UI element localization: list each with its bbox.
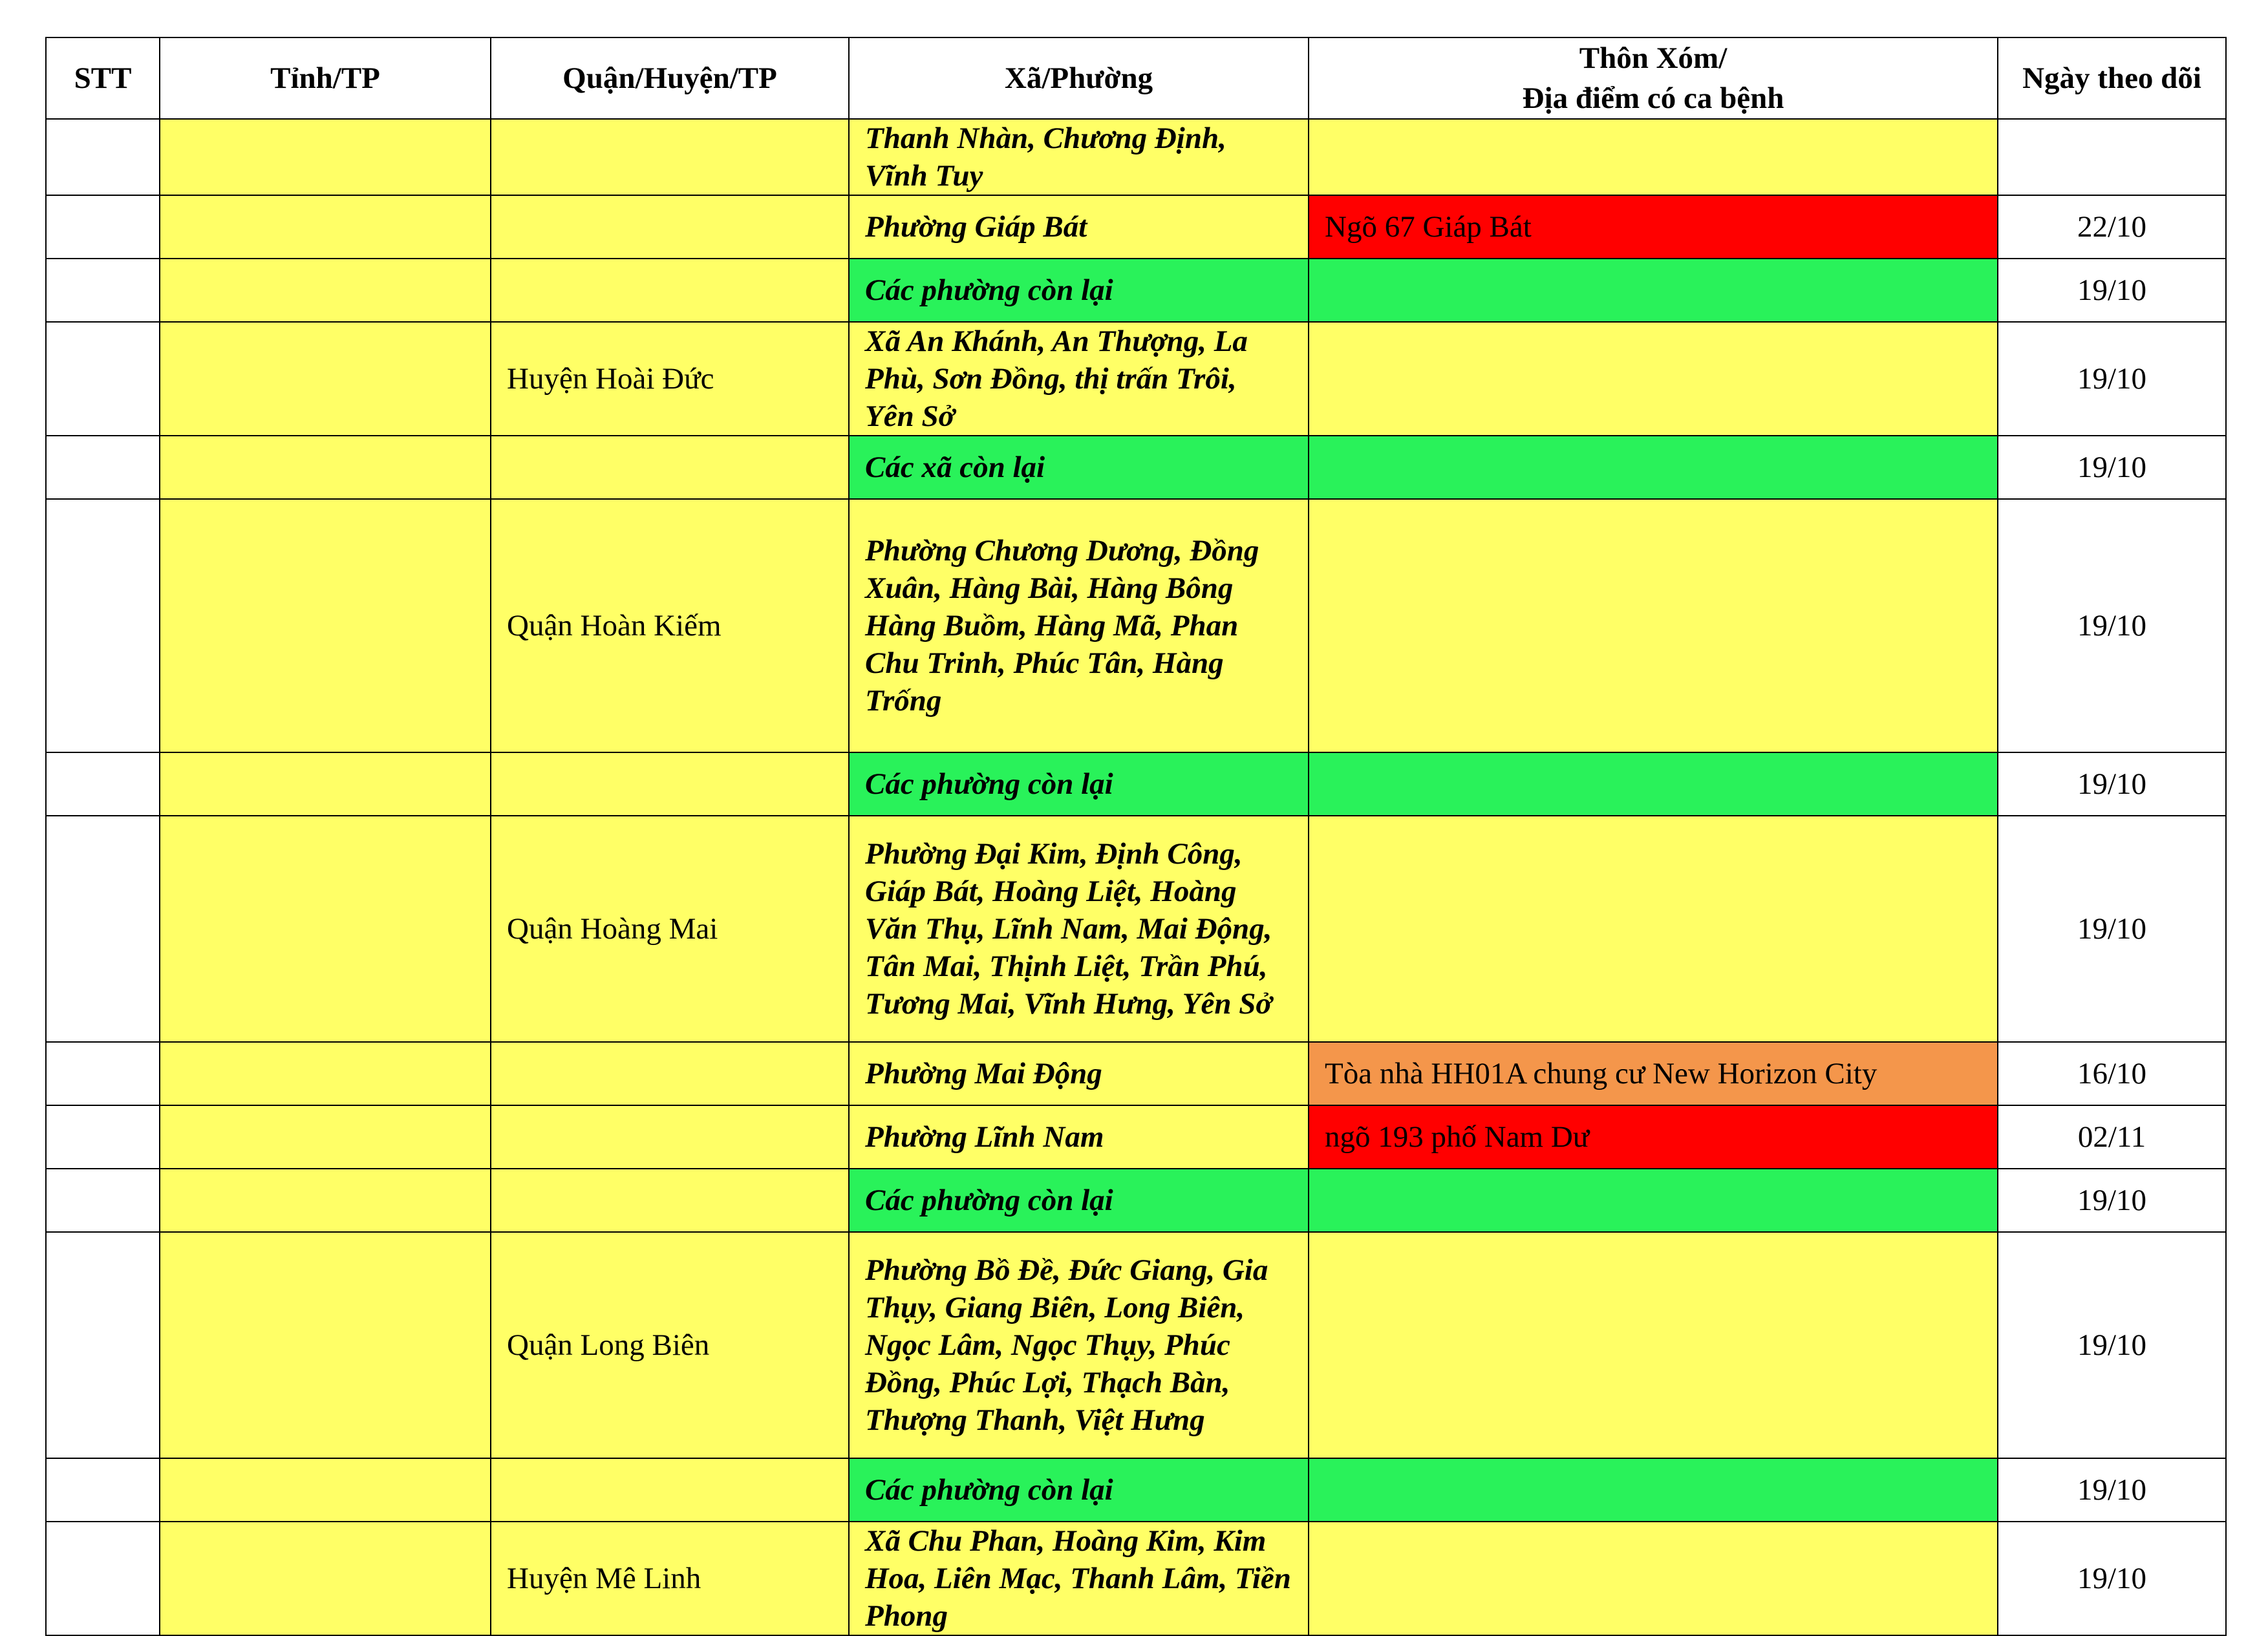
- table-row: [46, 1232, 2226, 1458]
- district-cell: [491, 195, 849, 259]
- district-cell: Quận Hoàn Kiếm: [491, 499, 849, 752]
- date-cell: 19/10: [1998, 816, 2226, 1042]
- table-row: [46, 752, 2226, 816]
- stt-cell: [46, 499, 160, 752]
- table-row: [46, 195, 2226, 259]
- date-cell: 19/10: [1998, 499, 2226, 752]
- date-cell: 19/10: [1998, 322, 2226, 436]
- stt-cell: [46, 436, 160, 499]
- stt-cell: [46, 1232, 160, 1458]
- location-cell: Ngõ 67 Giáp Bát: [1309, 195, 1998, 259]
- ward-cell: Các xã còn lại: [849, 436, 1309, 499]
- date-cell: 19/10: [1998, 259, 2226, 322]
- province-cell: [160, 752, 491, 816]
- stt-cell: [46, 195, 160, 259]
- ward-cell: Các phường còn lại: [849, 1169, 1309, 1232]
- location-cell: [1309, 1458, 1998, 1522]
- stt-cell: [46, 1042, 160, 1105]
- header-location: [1309, 37, 1998, 119]
- table-row: [46, 816, 2226, 1042]
- location-cell: [1309, 436, 1998, 499]
- ward-cell: Các phường còn lại: [849, 259, 1309, 322]
- stt-cell: [46, 752, 160, 816]
- ward-cell: Phường Chương Dương, Đồng Xuân, Hàng Bài, Hàng Bông Hàng Buồm, Hàng Mã, Phan Chu Trinh, Phúc Tân, Hàng Trống: [849, 499, 1309, 752]
- province-cell: [160, 1105, 491, 1169]
- table-row: [46, 1522, 2226, 1635]
- header-stt: STT: [46, 37, 160, 119]
- header-location-line1: Thôn Xóm/: [1579, 41, 1728, 75]
- ward-cell: Xã Chu Phan, Hoàng Kim, Kim Hoa, Liên Mạc, Thanh Lâm, Tiền Phong: [849, 1522, 1309, 1635]
- ward-cell: Phường Bồ Đề, Đức Giang, Gia Thụy, Giang Biên, Long Biên, Ngọc Lâm, Ngọc Thụy, Phúc Đồng, Phúc Lợi, Thạch Bàn, Thượng Thanh, Việt Hưng: [849, 1232, 1309, 1458]
- stt-cell: [46, 816, 160, 1042]
- ward-cell: Xã An Khánh, An Thượng, La Phù, Sơn Đồng, thị trấn Trôi, Yên Sở: [849, 322, 1309, 436]
- table-header-row: [46, 37, 2226, 119]
- date-cell: 19/10: [1998, 1522, 2226, 1635]
- stt-cell: [46, 1169, 160, 1232]
- district-cell: [491, 259, 849, 322]
- district-cell: [491, 1105, 849, 1169]
- district-cell: Huyện Mê Linh: [491, 1522, 849, 1635]
- ward-cell: Phường Giáp Bát: [849, 195, 1309, 259]
- ward-cell: Các phường còn lại: [849, 752, 1309, 816]
- district-cell: [491, 436, 849, 499]
- header-ward: Xã/Phường: [849, 37, 1309, 119]
- header-district: Quận/Huyện/TP: [491, 37, 849, 119]
- ward-cell: Phường Mai Động: [849, 1042, 1309, 1105]
- location-cell: [1309, 322, 1998, 436]
- ward-cell: Các phường còn lại: [849, 1458, 1309, 1522]
- table-row: [46, 1042, 2226, 1105]
- province-cell: [160, 499, 491, 752]
- header-province: Tỉnh/TP: [160, 37, 491, 119]
- ward-cell: Phường Đại Kim, Định Công, Giáp Bát, Hoàng Liệt, Hoàng Văn Thụ, Lĩnh Nam, Mai Động, Tân Mai, Thịnh Liệt, Trần Phú, Tương Mai, Vĩnh Hưng, Yên Sở: [849, 816, 1309, 1042]
- location-cell: ngõ 193 phố Nam Dư: [1309, 1105, 1998, 1169]
- ward-cell: Phường Lĩnh Nam: [849, 1105, 1309, 1169]
- header-date: Ngày theo dõi: [1998, 37, 2226, 119]
- province-cell: [160, 119, 491, 195]
- district-cell: [491, 1042, 849, 1105]
- province-cell: [160, 1522, 491, 1635]
- district-cell: Huyện Hoài Đức: [491, 322, 849, 436]
- header-location-line2: Địa điểm có ca bệnh: [1522, 81, 1784, 115]
- stt-cell: [46, 259, 160, 322]
- location-cell: Tòa nhà HH01A chung cư New Horizon City: [1309, 1042, 1998, 1105]
- district-cell: [491, 1169, 849, 1232]
- stt-cell: [46, 1458, 160, 1522]
- table-body: [46, 119, 2226, 1635]
- table-row: [46, 436, 2226, 499]
- date-cell: 19/10: [1998, 1458, 2226, 1522]
- province-cell: [160, 322, 491, 436]
- date-cell: 19/10: [1998, 436, 2226, 499]
- table-row: [46, 1105, 2226, 1169]
- table-row: [46, 499, 2226, 752]
- province-cell: [160, 195, 491, 259]
- province-cell: [160, 436, 491, 499]
- date-cell: 19/10: [1998, 752, 2226, 816]
- province-cell: [160, 1232, 491, 1458]
- district-cell: Quận Hoàng Mai: [491, 816, 849, 1042]
- date-cell: 16/10: [1998, 1042, 2226, 1105]
- stt-cell: [46, 1105, 160, 1169]
- location-cell: [1309, 752, 1998, 816]
- location-cell: [1309, 1232, 1998, 1458]
- province-cell: [160, 1169, 491, 1232]
- stt-cell: [46, 322, 160, 436]
- location-cell: [1309, 119, 1998, 195]
- table-row: [46, 119, 2226, 195]
- ward-cell: Thanh Nhàn, Chương Định, Vĩnh Tuy: [849, 119, 1309, 195]
- date-cell: 19/10: [1998, 1232, 2226, 1458]
- district-cell: [491, 1458, 849, 1522]
- table-row: [46, 259, 2226, 322]
- date-cell: 02/11: [1998, 1105, 2226, 1169]
- province-cell: [160, 1458, 491, 1522]
- stt-cell: [46, 119, 160, 195]
- province-cell: [160, 1042, 491, 1105]
- location-cell: [1309, 1522, 1998, 1635]
- table-row: [46, 322, 2226, 436]
- location-cell: [1309, 499, 1998, 752]
- district-cell: Quận Long Biên: [491, 1232, 849, 1458]
- table-row: [46, 1169, 2226, 1232]
- risk-zone-table: [45, 37, 2227, 1636]
- table-row: [46, 1458, 2226, 1522]
- stt-cell: [46, 1522, 160, 1635]
- location-cell: [1309, 259, 1998, 322]
- province-cell: [160, 259, 491, 322]
- date-cell: 22/10: [1998, 195, 2226, 259]
- district-cell: [491, 119, 849, 195]
- province-cell: [160, 816, 491, 1042]
- location-cell: [1309, 816, 1998, 1042]
- date-cell: 19/10: [1998, 1169, 2226, 1232]
- date-cell: [1998, 119, 2226, 195]
- location-cell: [1309, 1169, 1998, 1232]
- district-cell: [491, 752, 849, 816]
